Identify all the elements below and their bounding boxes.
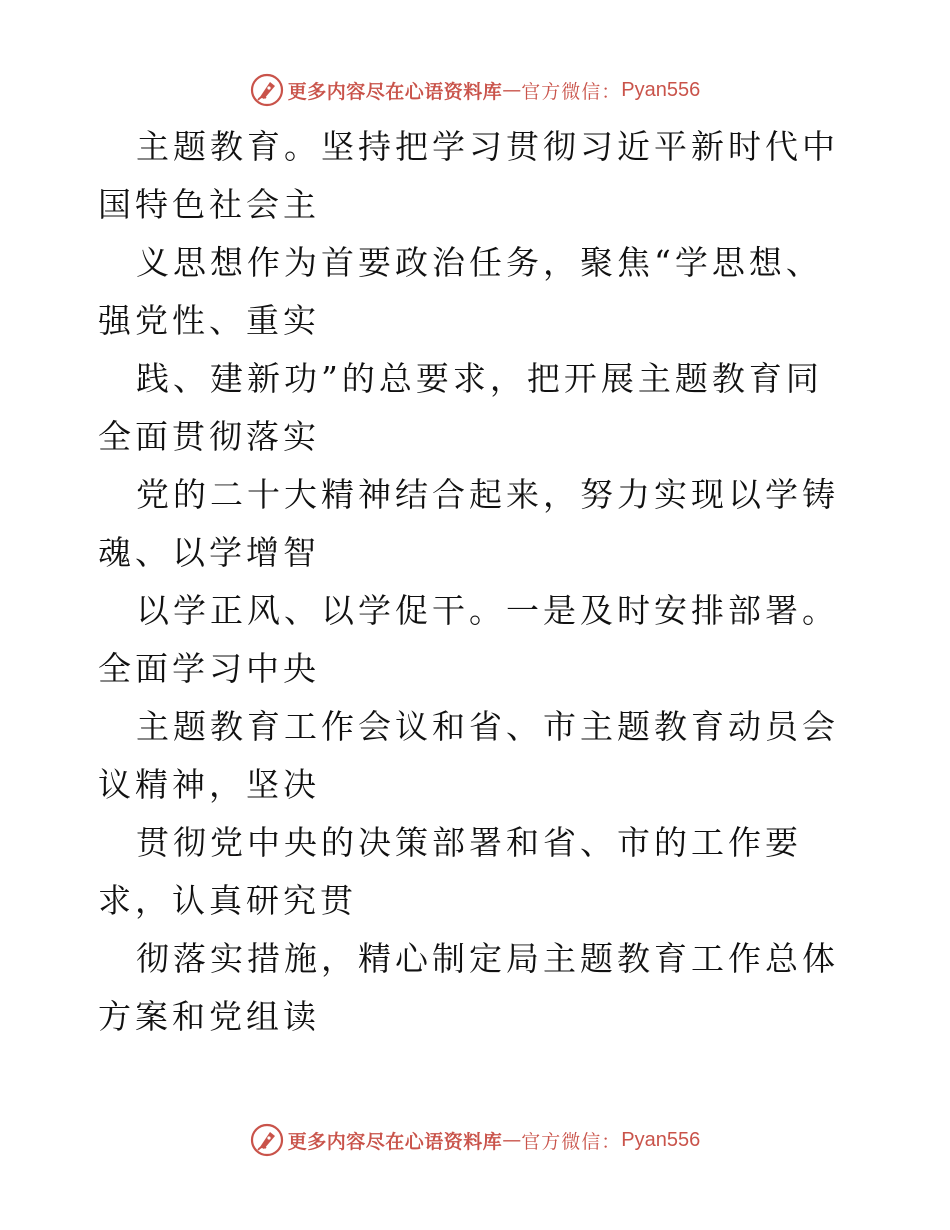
paragraph-5: 以学正风、以学促干。一是及时安排部署。全面学习中央 [98, 591, 839, 688]
footer-brand-text: 更多内容尽在心语资料库 [287, 1130, 503, 1153]
paragraph-8: 彻落实措施，精心制定局主题教育工作总体方案和党组读 [98, 939, 839, 1036]
document-body [98, 118, 858, 1046]
header-wechat-id: Pyan556 [621, 78, 701, 101]
paragraph-3: 践、建新功”的总要求，把开展主题教育同全面贯彻落实 [98, 359, 823, 456]
paragraph-4: 党的二十大精神结合起来，努力实现以学铸魂、以学增智 [98, 475, 839, 572]
footer-wechat-label: 官方微信： [521, 1130, 622, 1153]
header-separator: — [502, 79, 522, 101]
paragraph-1: 主题教育。坚持把学习贯彻习近平新时代中国特色社会主 [98, 127, 839, 224]
pen-nib-logo-icon [250, 73, 284, 107]
footer-wechat-id: Pyan556 [621, 1128, 701, 1151]
paragraph-7: 贯彻党中央的决策部署和省、市的工作要求，认真研究贯 [98, 823, 802, 920]
footer-separator: — [502, 1129, 522, 1151]
header-brand-text: 更多内容尽在心语资料库 [287, 80, 503, 103]
header-wechat-label: 官方微信： [521, 80, 622, 103]
header-banner [0, 70, 950, 110]
paragraph-2: 义思想作为首要政治任务，聚焦“学思想、强党性、重实 [98, 243, 823, 340]
footer-banner [0, 1120, 950, 1160]
pen-nib-logo-icon [250, 1123, 284, 1157]
paragraph-6: 主题教育工作会议和省、市主题教育动员会议精神，坚决 [98, 707, 839, 804]
